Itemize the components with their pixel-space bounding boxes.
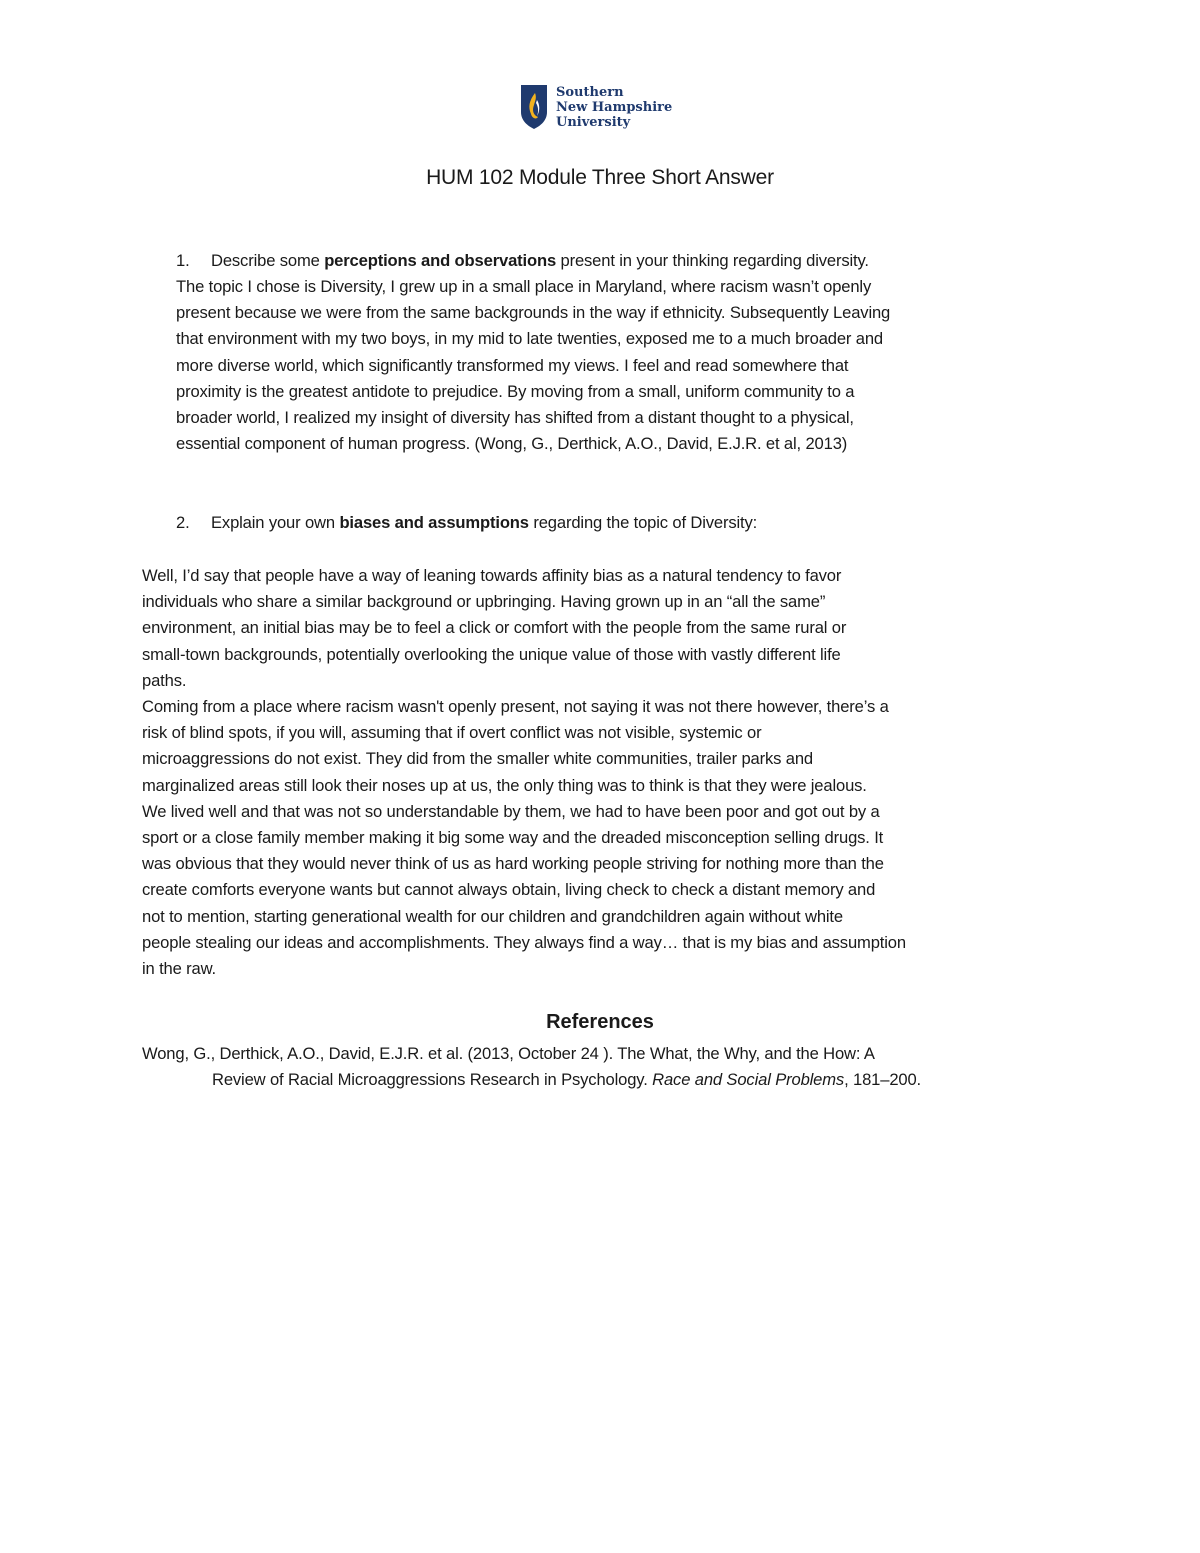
page-title: HUM 102 Module Three Short Answer xyxy=(426,166,774,189)
question-1 xyxy=(176,248,869,274)
logo-wordmark xyxy=(556,85,672,130)
logo-line-1: Southern xyxy=(556,84,624,100)
answer-2-line: environment, an initial bias may be to feel a click or comfort with the people from the same rural or xyxy=(142,618,847,638)
answer-2 xyxy=(142,563,906,982)
question-1-bold: perceptions and observations xyxy=(324,251,557,270)
answer-2-line: microaggressions do not exist. They did from the smaller white communities, trailer parks and xyxy=(142,749,813,769)
answer-2-line: marginalized areas still look their noses up at us, the only thing was to think is that they were jealous. xyxy=(142,775,867,795)
reference-entry xyxy=(142,1041,921,1093)
answer-1-line: proximity is the greatest antidote to prejudice. By moving from a small, uniform community to a xyxy=(176,381,855,401)
question-2-prefix: Explain your own xyxy=(211,513,340,532)
answer-1-line: more diverse world, which significantly transformed my views. I feel and read somewhere that xyxy=(176,355,849,375)
answer-2-line: individuals who share a similar background or upbringing. Having grown up in an “all the same” xyxy=(142,592,826,612)
answer-2-line: risk of blind spots, if you will, assuming that if overt conflict was not visible, systemic or xyxy=(142,723,762,743)
reference-line-2 xyxy=(142,1067,921,1093)
answer-1-line: The topic I chose is Diversity, I grew up in a small place in Maryland, where racism wasn’t openly xyxy=(176,277,872,296)
answer-2-line: people stealing our ideas and accomplishments. They always find a way… that is my bias and assumption xyxy=(142,932,906,952)
reference-journal-title: Race and Social Problems xyxy=(652,1070,845,1090)
answer-1-line: essential component of human progress. (Wong, G., Derthick, A.O., David, E.J.R. et al, 2013) xyxy=(176,434,848,454)
answer-2-line: We lived well and that was not so understandable by them, we had to have been poor and got out by a xyxy=(142,801,880,821)
answer-1-line: broader world, I realized my insight of diversity has shifted from a distant thought to a physical, xyxy=(176,408,854,428)
question-1-prefix: Describe some xyxy=(211,251,325,270)
flame-shield-icon xyxy=(520,84,548,130)
answer-1-line: that environment with my two boys, in my mid to late twenties, exposed me to a much broader and xyxy=(176,329,884,349)
question-2-number: 2. xyxy=(176,513,190,532)
answer-2-line: sport or a close family member making it big some way and the dreaded misconception selling drugs. It xyxy=(142,828,884,848)
reference-pages: , 181–200. xyxy=(844,1070,922,1090)
answer-2-line: small-town backgrounds, potentially overlooking the unique value of those with vastly different life xyxy=(142,644,841,664)
logo-line-2: New Hampshire xyxy=(556,99,673,115)
answer-1 xyxy=(176,274,890,457)
answer-2-line: in the raw. xyxy=(142,959,216,979)
answer-2-line: Well, I’d say that people have a way of leaning towards affinity bias as a natural tendency to favor xyxy=(142,566,842,585)
answer-1-line: present because we were from the same backgrounds in the way if ethnicity. Subsequently Leaving xyxy=(176,303,891,323)
references-heading: References xyxy=(546,1011,654,1033)
question-1-number: 1. xyxy=(176,251,190,270)
question-2-suffix: regarding the topic of Diversity: xyxy=(528,513,758,532)
question-2-bold: biases and assumptions xyxy=(339,513,529,532)
reference-line-2-plain: Review of Racial Microaggressions Research in Psychology. xyxy=(212,1070,653,1090)
logo-line-3: University xyxy=(556,114,631,130)
answer-2-line: paths. xyxy=(142,670,187,690)
answer-2-line: was obvious that they would never think of us as hard working people striving for nothing more than the xyxy=(142,854,884,874)
reference-line-1: Wong, G., Derthick, A.O., David, E.J.R. et al. (2013, October 24 ). The What, the Why, and the How: A xyxy=(142,1044,875,1063)
university-logo xyxy=(520,84,672,130)
answer-2-line: Coming from a place where racism wasn't openly present, not saying it was not there however, there’s a xyxy=(142,697,889,717)
answer-2-line: create comforts everyone wants but cannot always obtain, living check to check a distant memory and xyxy=(142,880,876,900)
question-1-suffix: present in your thinking regarding diversity. xyxy=(556,251,869,270)
question-2 xyxy=(176,510,757,536)
answer-2-line: not to mention, starting generational wealth for our children and grandchildren again without white xyxy=(142,906,843,926)
